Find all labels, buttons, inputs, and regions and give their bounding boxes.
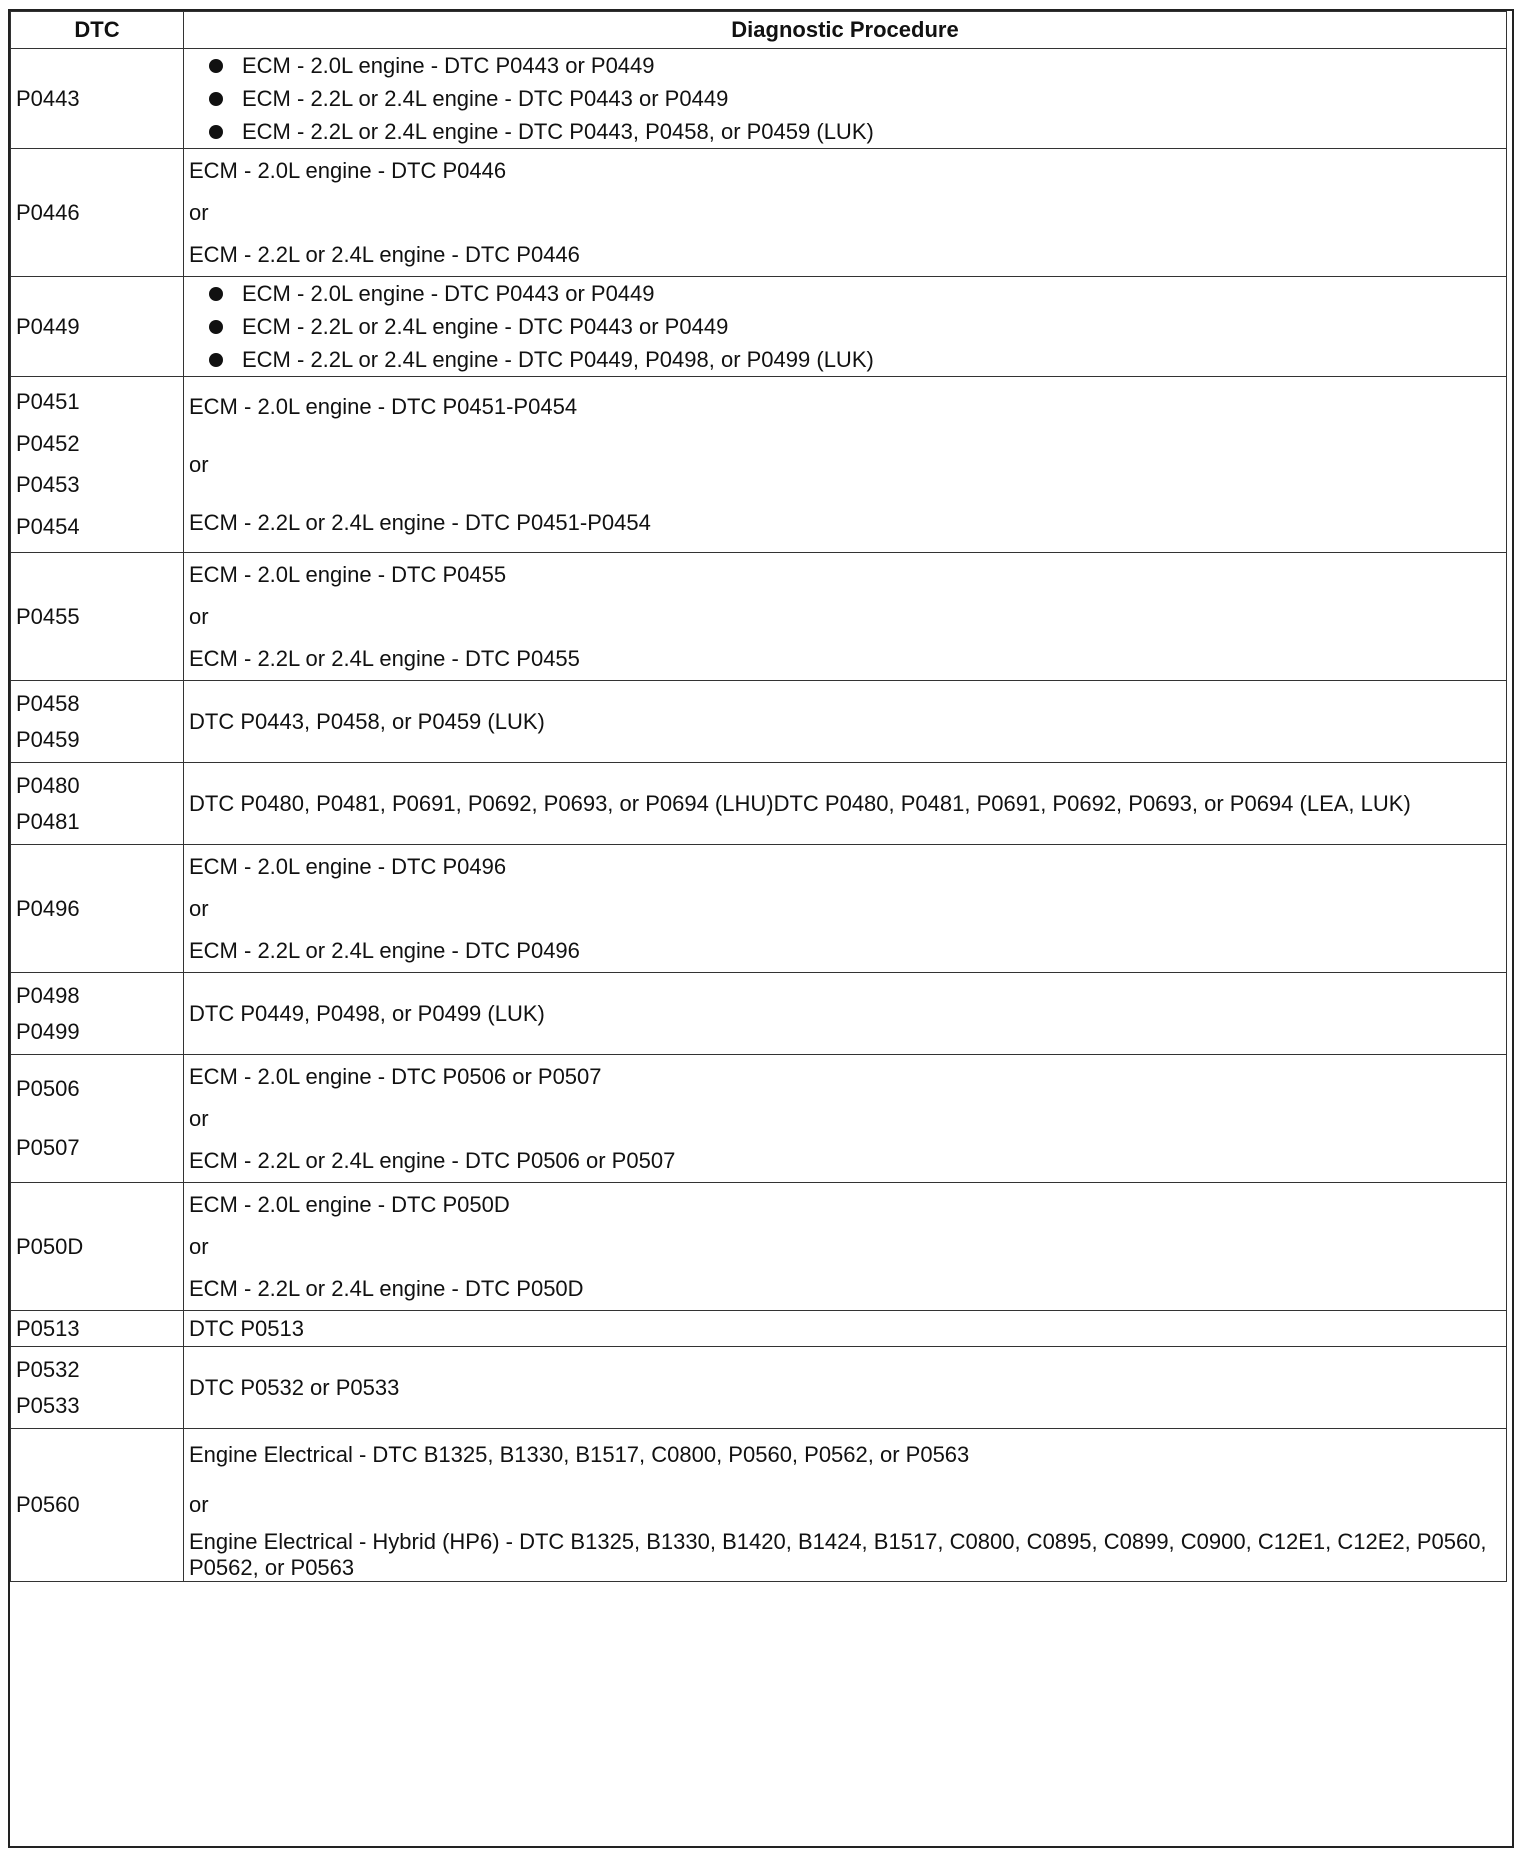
table-row xyxy=(11,277,1507,377)
procedure-link-text[interactable]: ECM - 2.2L or 2.4L engine - DTC P0451-P0454 xyxy=(189,509,651,535)
dtc-code: P0496 xyxy=(16,895,80,921)
table-row xyxy=(11,1183,1507,1311)
procedure-or-separator: or xyxy=(189,1105,209,1131)
bullet-dot-icon xyxy=(209,320,223,334)
procedure-link-text[interactable]: ECM - 2.2L or 2.4L engine - DTC P050D xyxy=(189,1275,584,1301)
procedure-bullet-list xyxy=(189,49,1501,148)
dtc-code: P0453 xyxy=(16,472,80,498)
procedure-link-text[interactable]: Engine Electrical - Hybrid (HP6) - DTC B1325, B1330, B1420, B1424, B1517, C0800, C0895, C0899, C0900, C12E1, C12E2, P0560, P0562, or P0563 xyxy=(189,1529,1487,1581)
procedure-cell xyxy=(184,377,1507,553)
procedure-cell xyxy=(184,553,1507,681)
dtc-code: P0507 xyxy=(16,1135,80,1160)
dtc-code: P0458 xyxy=(16,690,80,716)
dtc-code-cell xyxy=(11,49,184,149)
procedure-or-separator: or xyxy=(189,1491,209,1517)
dtc-code-cell xyxy=(11,973,184,1055)
procedure-cell xyxy=(184,973,1507,1055)
table-row xyxy=(11,1311,1507,1347)
dtc-code-cell xyxy=(11,845,184,973)
procedure-link-text[interactable]: ECM - 2.2L or 2.4L engine - DTC P0506 or P0507 xyxy=(189,1147,676,1173)
bullet-dot-icon xyxy=(209,59,223,73)
procedure-or-separator: or xyxy=(189,1233,209,1259)
bullet-dot-icon xyxy=(209,287,223,301)
header-diagnostic-procedure: Diagnostic Procedure xyxy=(184,12,1507,49)
dtc-table-frame xyxy=(8,9,1514,1848)
dtc-code: P0443 xyxy=(16,85,80,111)
procedure-link-text[interactable]: DTC P0480, P0481, P0691, P0692, P0693, or P0694 (LHU)DTC P0480, P0481, P0691, P0692, P0693, or P0694 (LEA, LUK) xyxy=(189,790,1411,816)
procedure-cell xyxy=(184,763,1507,845)
procedure-link-text[interactable]: ECM - 2.2L or 2.4L engine - DTC P0443, P0458, or P0459 (LUK) xyxy=(242,118,874,144)
table-row xyxy=(11,49,1507,149)
bullet-dot-icon xyxy=(209,92,223,106)
table-row xyxy=(11,763,1507,845)
procedure-or-separator: or xyxy=(189,451,209,477)
table-row xyxy=(11,377,1507,553)
procedure-bullet-list xyxy=(189,277,1501,376)
procedure-cell xyxy=(184,1347,1507,1429)
procedure-link-text[interactable]: Engine Electrical - DTC B1325, B1330, B1517, C0800, P0560, P0562, or P0563 xyxy=(189,1441,970,1467)
dtc-code-cell xyxy=(11,763,184,845)
dtc-code: P0454 xyxy=(16,513,80,539)
table-row xyxy=(11,149,1507,277)
procedure-or-separator: or xyxy=(189,895,209,921)
procedure-cell xyxy=(184,845,1507,973)
table-row xyxy=(11,845,1507,973)
procedure-link-text[interactable]: ECM - 2.0L engine - DTC P050D xyxy=(189,1191,510,1217)
procedure-link-text[interactable]: ECM - 2.0L engine - DTC P0455 xyxy=(189,561,507,587)
dtc-code-cell xyxy=(11,681,184,763)
dtc-code: P0506 xyxy=(16,1076,80,1101)
table-row xyxy=(11,553,1507,681)
table-header-row xyxy=(11,12,1507,49)
dtc-code: P0455 xyxy=(16,603,80,629)
dtc-code: P0480 xyxy=(16,772,80,798)
table-row xyxy=(11,1429,1507,1582)
dtc-code: P0452 xyxy=(16,430,80,456)
procedure-cell xyxy=(184,149,1507,277)
procedure-cell xyxy=(184,49,1507,149)
dtc-code-cell xyxy=(11,553,184,681)
dtc-code-cell xyxy=(11,1183,184,1311)
procedure-bullet-item xyxy=(209,115,1501,148)
procedure-or-separator: or xyxy=(189,199,209,225)
table-row xyxy=(11,1347,1507,1429)
dtc-code-cell xyxy=(11,377,184,553)
dtc-code: P0446 xyxy=(16,199,80,225)
procedure-link-text[interactable]: ECM - 2.2L or 2.4L engine - DTC P0446 xyxy=(189,241,580,267)
dtc-code-cell xyxy=(11,1347,184,1429)
procedure-link-text[interactable]: DTC P0449, P0498, or P0499 (LUK) xyxy=(189,1000,545,1026)
procedure-link-text[interactable]: ECM - 2.2L or 2.4L engine - DTC P0449, P0498, or P0499 (LUK) xyxy=(242,346,874,372)
dtc-table xyxy=(10,11,1507,1582)
dtc-code: P0532 xyxy=(16,1356,80,1382)
dtc-code: P0459 xyxy=(16,726,80,752)
procedure-link-text[interactable]: ECM - 2.2L or 2.4L engine - DTC P0455 xyxy=(189,645,580,671)
procedure-link-text[interactable]: DTC P0513 xyxy=(189,1315,304,1341)
bullet-dot-icon xyxy=(209,125,223,139)
table-row xyxy=(11,681,1507,763)
procedure-link-text[interactable]: ECM - 2.2L or 2.4L engine - DTC P0496 xyxy=(189,937,580,963)
header-dtc: DTC xyxy=(11,12,184,49)
dtc-code: P0481 xyxy=(16,808,80,834)
procedure-bullet-item xyxy=(209,343,1501,376)
procedure-cell xyxy=(184,277,1507,377)
procedure-link-text[interactable]: ECM - 2.0L engine - DTC P0451-P0454 xyxy=(189,393,578,419)
procedure-cell xyxy=(184,1183,1507,1311)
procedure-link-text[interactable]: ECM - 2.0L engine - DTC P0496 xyxy=(189,853,507,879)
procedure-or-separator: or xyxy=(189,603,209,629)
dtc-code: P0498 xyxy=(16,982,80,1008)
procedure-link-text[interactable]: ECM - 2.0L engine - DTC P0446 xyxy=(189,157,507,183)
procedure-cell xyxy=(184,1429,1507,1582)
dtc-code-cell xyxy=(11,1311,184,1347)
dtc-code-cell xyxy=(11,1429,184,1582)
procedure-link-text[interactable]: ECM - 2.0L engine - DTC P0506 or P0507 xyxy=(189,1063,602,1089)
procedure-link-text[interactable]: DTC P0532 or P0533 xyxy=(189,1374,400,1400)
procedure-bullet-item xyxy=(209,82,1501,115)
procedure-link-text[interactable]: ECM - 2.0L engine - DTC P0443 or P0449 xyxy=(242,52,655,78)
procedure-bullet-item xyxy=(209,277,1501,310)
procedure-link-text[interactable]: ECM - 2.0L engine - DTC P0443 or P0449 xyxy=(242,280,655,306)
table-row xyxy=(11,1055,1507,1183)
dtc-code-cell xyxy=(11,277,184,377)
procedure-bullet-item xyxy=(209,49,1501,82)
table-row xyxy=(11,973,1507,1055)
dtc-code: P0451 xyxy=(16,389,80,415)
procedure-cell xyxy=(184,681,1507,763)
dtc-code: P0499 xyxy=(16,1018,80,1044)
procedure-link-text[interactable]: ECM - 2.2L or 2.4L engine - DTC P0443 or P0449 xyxy=(242,85,729,111)
procedure-bullet-item xyxy=(209,310,1501,343)
procedure-link-text[interactable]: ECM - 2.2L or 2.4L engine - DTC P0443 or P0449 xyxy=(242,313,729,339)
dtc-code-cell xyxy=(11,149,184,277)
dtc-code: P0560 xyxy=(16,1492,80,1517)
procedure-cell xyxy=(184,1311,1507,1347)
dtc-code: P0513 xyxy=(16,1315,80,1341)
dtc-code: P0449 xyxy=(16,313,80,339)
dtc-code: P050D xyxy=(16,1233,84,1259)
procedure-link-text[interactable]: DTC P0443, P0458, or P0459 (LUK) xyxy=(189,708,545,734)
bullet-dot-icon xyxy=(209,353,223,367)
dtc-code: P0533 xyxy=(16,1392,80,1418)
table-body xyxy=(11,49,1507,1582)
dtc-code-cell xyxy=(11,1055,184,1183)
procedure-cell xyxy=(184,1055,1507,1183)
